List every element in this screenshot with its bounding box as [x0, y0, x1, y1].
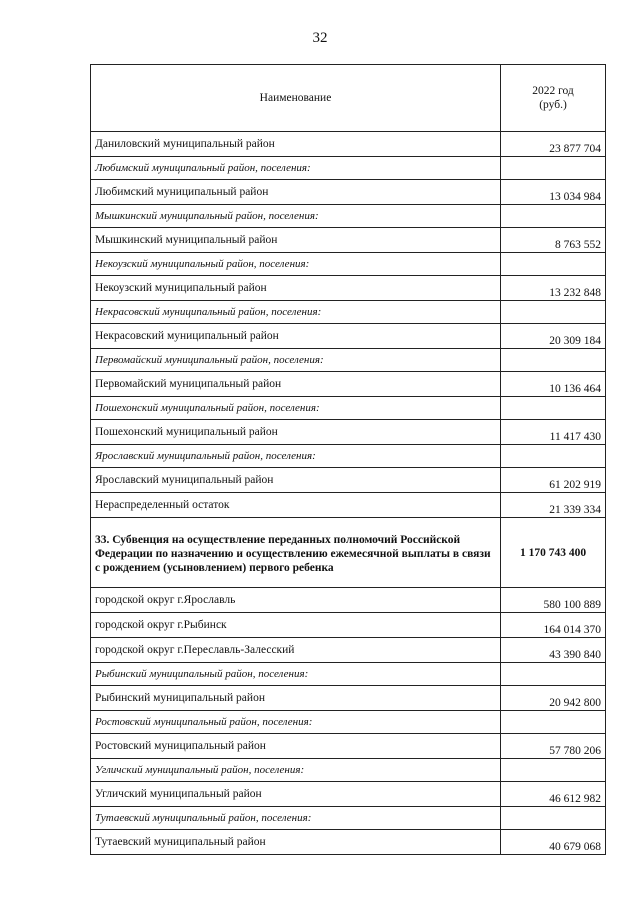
table-row: [91, 734, 606, 759]
row-amount: [501, 663, 606, 686]
row-amount: 21 339 334: [501, 493, 606, 518]
row-amount: 13 034 984: [501, 180, 606, 205]
row-name: Тутаевский муниципальный район, поселения:: [91, 807, 501, 830]
row-name: Ростовский муниципальный район: [91, 734, 501, 759]
row-amount: 8 763 552: [501, 228, 606, 253]
row-name: Мышкинский муниципальный район: [91, 228, 501, 253]
header-amount-unit: (руб.): [539, 99, 567, 111]
header-amount: [501, 65, 606, 132]
row-amount: 61 202 919: [501, 468, 606, 493]
table-row: [91, 468, 606, 493]
budget-table: [90, 64, 606, 855]
table-row: [91, 782, 606, 807]
table-row: [91, 686, 606, 711]
row-name: Некоузский муниципальный район, поселения:: [91, 253, 501, 276]
row-amount: 57 780 206: [501, 734, 606, 759]
row-name: Пошехонский муниципальный район: [91, 420, 501, 445]
row-name: Тутаевский муниципальный район: [91, 830, 501, 855]
row-amount: 10 136 464: [501, 372, 606, 397]
row-amount: 20 309 184: [501, 324, 606, 349]
row-name: Нераспределенный остаток: [91, 493, 501, 518]
table-row: [91, 830, 606, 855]
row-amount: 23 877 704: [501, 132, 606, 157]
table-row: [91, 372, 606, 397]
row-name: Некрасовский муниципальный район, поселения:: [91, 301, 501, 324]
row-amount: 43 390 840: [501, 638, 606, 663]
table-row: [91, 276, 606, 301]
table-row: [91, 324, 606, 349]
row-name: Рыбинский муниципальный район, поселения:: [91, 663, 501, 686]
table-row: [91, 613, 606, 638]
row-name: Ростовский муниципальный район, поселения:: [91, 711, 501, 734]
row-amount: [501, 205, 606, 228]
row-amount: 40 679 068: [501, 830, 606, 855]
table-section-row: [91, 349, 606, 372]
table-section-row: [91, 253, 606, 276]
row-name: городской округ г.Ярославль: [91, 588, 501, 613]
row-amount: [501, 711, 606, 734]
table-row: [91, 493, 606, 518]
row-amount: 13 232 848: [501, 276, 606, 301]
table-subvention-row: [91, 518, 606, 588]
row-name: Первомайский муниципальный район: [91, 372, 501, 397]
row-amount: [501, 445, 606, 468]
row-amount: [501, 759, 606, 782]
row-amount: 46 612 982: [501, 782, 606, 807]
row-name: Рыбинский муниципальный район: [91, 686, 501, 711]
row-amount: [501, 301, 606, 324]
row-amount: 164 014 370: [501, 613, 606, 638]
row-amount: [501, 349, 606, 372]
row-name: Даниловский муниципальный район: [91, 132, 501, 157]
row-amount: 11 417 430: [501, 420, 606, 445]
table-section-row: [91, 301, 606, 324]
table-header-row: [91, 65, 606, 132]
page-number: 32: [312, 30, 328, 46]
table-section-row: [91, 397, 606, 420]
row-name: Мышкинский муниципальный район, поселения:: [91, 205, 501, 228]
row-name: 33. Субвенция на осуществление переданных полномочий Российской Федерации по назначению и осуществлению ежемесячной выплаты в связи с рождением (усыновлением) первого ребенка: [91, 518, 501, 588]
table-row: [91, 180, 606, 205]
row-name: Некоузский муниципальный район: [91, 276, 501, 301]
table-section-row: [91, 663, 606, 686]
table-row: [91, 638, 606, 663]
row-name: городской округ г.Рыбинск: [91, 613, 501, 638]
row-name: Угличский муниципальный район: [91, 782, 501, 807]
row-name: Ярославский муниципальный район, поселения:: [91, 445, 501, 468]
row-amount: [501, 253, 606, 276]
row-name: городской округ г.Переславль-Залесский: [91, 638, 501, 663]
row-name: Угличский муниципальный район, поселения:: [91, 759, 501, 782]
row-name: Любимский муниципальный район, поселения:: [91, 157, 501, 180]
table-section-row: [91, 759, 606, 782]
table-row: [91, 588, 606, 613]
table-section-row: [91, 445, 606, 468]
table-row: [91, 132, 606, 157]
row-name: Первомайский муниципальный район, поселения:: [91, 349, 501, 372]
row-amount: [501, 807, 606, 830]
row-amount: 1 170 743 400: [501, 518, 606, 588]
row-name: Пошехонский муниципальный район, поселения:: [91, 397, 501, 420]
table-row: [91, 420, 606, 445]
table-section-row: [91, 205, 606, 228]
table-section-row: [91, 711, 606, 734]
table-section-row: [91, 157, 606, 180]
row-name: Ярославский муниципальный район: [91, 468, 501, 493]
row-amount: 580 100 889: [501, 588, 606, 613]
row-amount: 20 942 800: [501, 686, 606, 711]
table-section-row: [91, 807, 606, 830]
row-name: Некрасовский муниципальный район: [91, 324, 501, 349]
row-amount: [501, 157, 606, 180]
header-name: Наименование: [91, 65, 501, 132]
row-amount: [501, 397, 606, 420]
table-row: [91, 228, 606, 253]
header-amount-year: 2022 год: [532, 85, 574, 97]
row-name: Любимский муниципальный район: [91, 180, 501, 205]
